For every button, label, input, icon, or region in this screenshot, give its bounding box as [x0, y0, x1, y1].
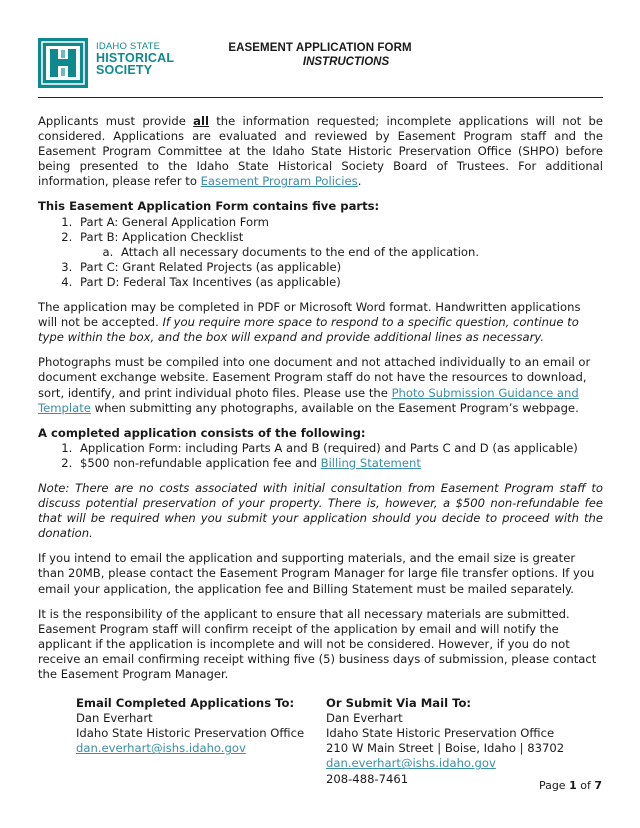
mail-contact-office: Idaho State Historic Preservation Office [326, 726, 555, 741]
email-contact-heading: Email Completed Applications To: [76, 696, 295, 711]
document-body [38, 114, 603, 787]
email-contact [76, 696, 326, 787]
note-paragraph: Note: There are no costs associated with initial consultation from Easement Program staff to discuss potential preservation of your property. There is, however, a $500 non-refundable fee that will be required when you submit your application should you decide to proceed with the donation. [38, 480, 603, 541]
header-divider [38, 97, 603, 98]
format-paragraph: The application may be completed in PDF or Microsoft Word format. Handwritten applications will not be accepted. If you require more space to respond to a specific question, continue to type within the box, and the box will expand and provide additional lines as necessary. [38, 300, 581, 345]
logo-line2: HISTORICAL [96, 50, 175, 65]
photo-guidance-link[interactable]: Photo Submission Guidance and Template [38, 385, 579, 415]
sub-list [80, 245, 603, 260]
mail-contact-heading: Or Submit Via Mail To: [326, 696, 472, 711]
ishs-logo-icon [38, 38, 88, 88]
page-title: EASEMENT APPLICATION FORM [228, 42, 412, 54]
mail-contact-phone: 208-488-7461 [326, 771, 409, 786]
logo-wordmark [96, 42, 186, 77]
list-item: 2. Part B: Application Checklist a. Attach all necessary documents to the end of the application. [76, 230, 603, 260]
mail-contact-email-link[interactable]: dan.everhart@ishs.idaho.gov [326, 756, 496, 771]
completed-list [38, 441, 603, 471]
logo-line1: IDAHO STATE [96, 41, 161, 52]
list-item: 3. Part C: Grant Related Projects (as applicable) [76, 260, 603, 275]
title-block [210, 42, 430, 68]
list-item: 2. $500 non-refundable application fee and Billing Statement [76, 456, 603, 471]
list-item: 4. Part D: Federal Tax Incentives (as applicable) [76, 275, 603, 290]
page-number: Page 1 of 7 [538, 779, 602, 792]
logo-line3: SOCIETY [96, 63, 153, 78]
mail-contact-name: Dan Everhart [326, 711, 403, 726]
list-item: 1. Part A: General Application Form [76, 215, 603, 230]
contacts [38, 696, 603, 787]
mail-contact-address: 210 W Main Street | Boise, Idaho | 83702 [326, 741, 565, 756]
easement-policies-link[interactable]: Easement Program Policies [200, 174, 358, 189]
completed-heading: A completed application consists of the following: [38, 425, 366, 440]
email-contact-office: Idaho State Historic Preservation Office [76, 726, 305, 741]
email-contact-link[interactable]: dan.everhart@ishs.idaho.gov [76, 741, 246, 756]
email-paragraph: If you intend to email the application and supporting materials, and the email size is greater than 20MB, please contact the Easement Program Manager for large file transfer options. If you email your application, the application fee and Billing Statement must be mailed separately. [38, 551, 595, 596]
email-contact-name: Dan Everhart [76, 711, 153, 726]
parts-list [38, 215, 603, 290]
page-subtitle: INSTRUCTIONS [302, 56, 390, 68]
intro-paragraph: Applicants must provide all the information requested; incomplete applications will not be considered. Applications are evaluated and reviewed by Easement Program staff and the Easement Program Committee at the Idaho State Historic Preservation Office (SHPO) before being presented to the Idaho State Historical Society Board of Trustees. For additional information, please refer to Easement Program Policies. [38, 114, 604, 189]
list-item: a. Attach all necessary documents to the end of the application. [117, 245, 603, 260]
mail-contact [326, 696, 576, 787]
list-item: 1. Application Form: including Parts A and B (required) and Parts C and D (as applicable) [76, 441, 603, 456]
parts-heading: This Easement Application Form contains five parts: [38, 199, 380, 214]
billing-statement-link[interactable]: Billing Statement [320, 455, 421, 470]
emphasis-all: all [193, 114, 209, 128]
photos-paragraph: Photographs must be compiled into one document and not attached individually to an email or document exchange website. Easement Program staff do not have the resources to download, sort, identify, and print individual photo files. Please use the Photo Submission Guidance and Template when submitting any photographs, available on the Easement Program’s webpage. [38, 355, 591, 415]
responsibility-paragraph: It is the responsibility of the applicant to ensure that all necessary materials are submitted. Easement Program staff will confirm receipt of the application by email and will notify the applicant if the application is incomplete and will not be considered. However, if you do not receive an email confirming receipt withing five (5) business days of submission, please contact the Easement Program Manager. [38, 606, 597, 681]
